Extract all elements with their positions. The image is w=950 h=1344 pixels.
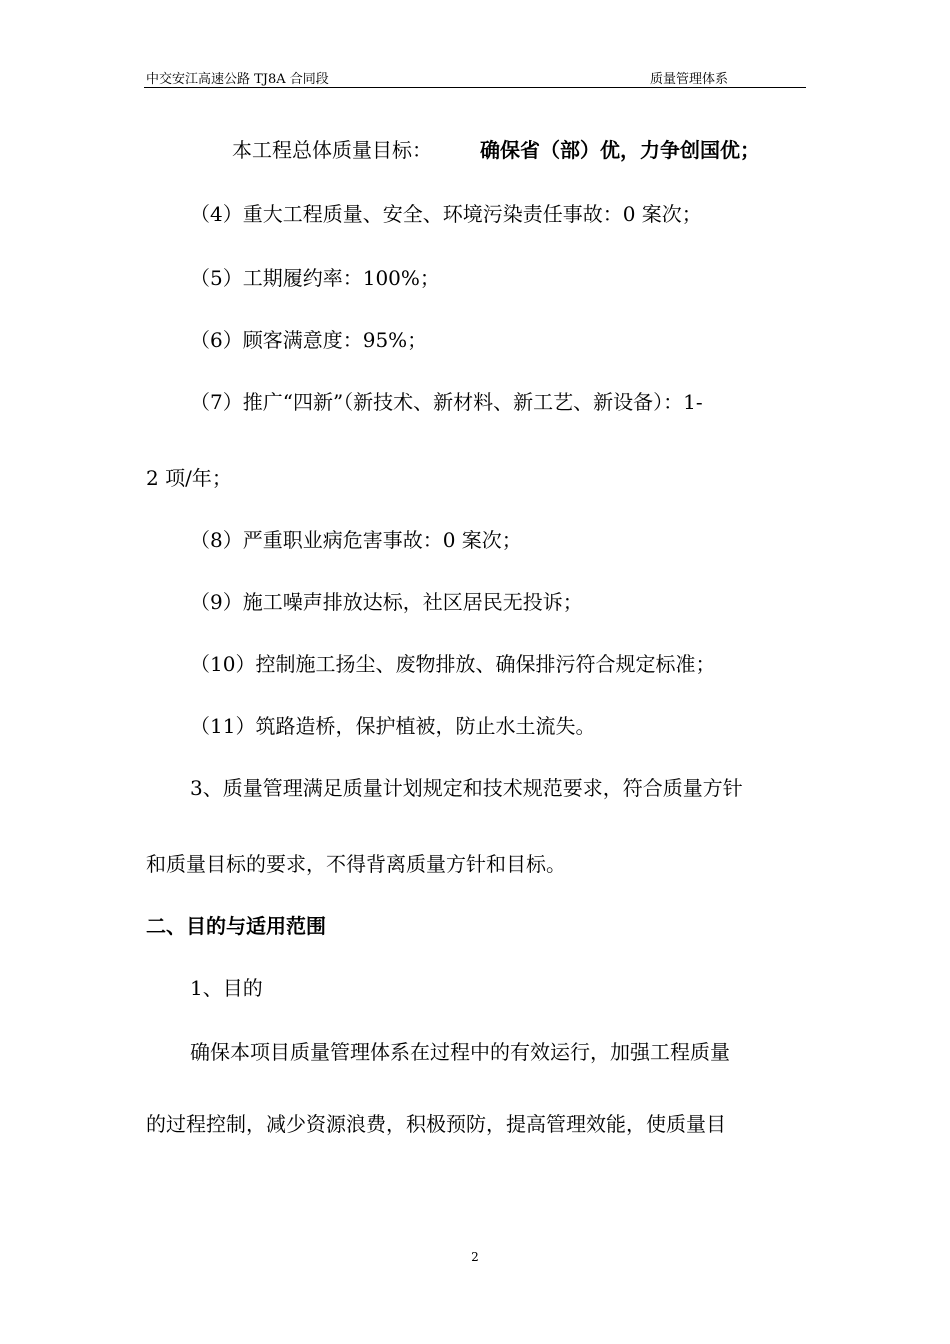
subsection-heading: 1、目的 (190, 976, 263, 1000)
list-item-8: （8）严重职业病危害事故：0 案次； (190, 528, 522, 552)
list-item-6: （6）顾客满意度：95%； (190, 328, 428, 352)
purpose-line1: 确保本项目质量管理体系在过程中的有效运行，加强工程质量 (190, 1040, 730, 1064)
purpose-line2: 的过程控制，减少资源浪费，积极预防，提高管理效能，使质量目 (146, 1112, 726, 1136)
paragraph-3-line2: 和质量目标的要求，不得背离质量方针和目标。 (146, 852, 566, 876)
list-item-4: （4）重大工程质量、安全、环境污染责任事故：0 案次； (190, 202, 702, 226)
list-item-7-line1: （7）推广“四新”（新技术、新材料、新工艺、新设备）：1- (190, 390, 703, 414)
paragraph-3-line1: 3、质量管理满足质量计划规定和技术规范要求，符合质量方针 (190, 776, 743, 800)
list-item-5: （5）工期履约率：100%； (190, 266, 440, 290)
list-item-10: （10）控制施工扬尘、废物排放、确保排污符合规定标准； (190, 652, 716, 676)
list-item-11: （11）筑路造桥，保护植被，防止水土流失。 (190, 714, 596, 738)
section-heading: 二、目的与适用范围 (146, 914, 326, 938)
header-project-name: 中交安江高速公路 TJ8A 合同段 (146, 72, 329, 87)
target-value: 确保省（部）优，力争创国优； (480, 138, 760, 162)
target-label: 本工程总体质量目标： (232, 138, 432, 162)
page-number: 2 (471, 1250, 479, 1264)
header-divider (144, 87, 806, 88)
list-item-7-line2: 2 项/年； (146, 466, 232, 490)
list-item-9: （9）施工噪声排放达标，社区居民无投诉； (190, 590, 583, 614)
header-section-title: 质量管理体系 (650, 72, 729, 87)
